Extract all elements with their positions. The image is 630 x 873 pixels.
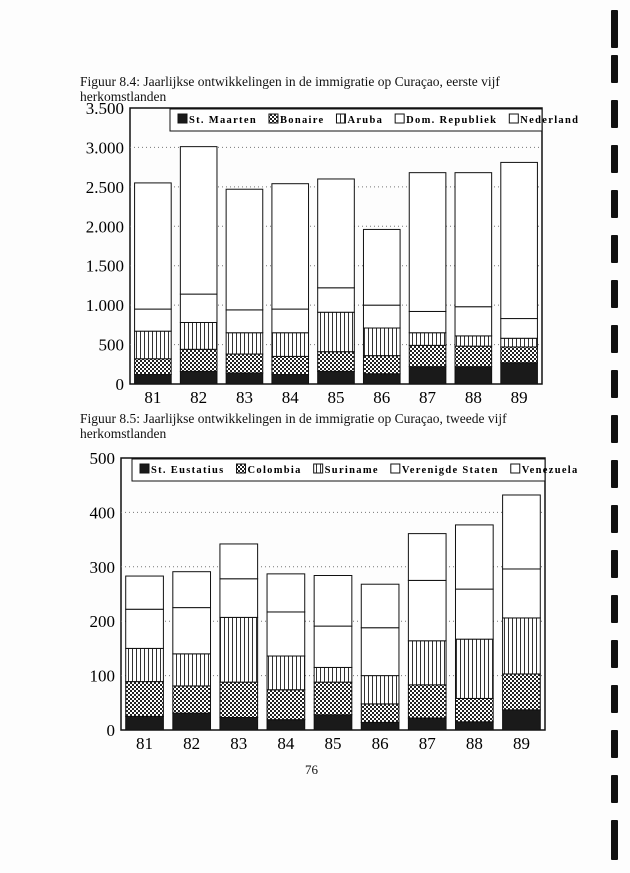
bar-segment-verenigde-staten <box>455 589 493 639</box>
bar-82 <box>173 572 211 730</box>
x-tick-label: 83 <box>230 734 248 753</box>
legend-swatch <box>178 114 187 123</box>
legend-label: Venezuela <box>521 465 579 476</box>
bar-segment-st-eustatius <box>361 722 399 730</box>
legend-swatch <box>336 114 345 123</box>
x-tick-label: 87 <box>419 388 437 407</box>
legend-swatch <box>391 464 400 473</box>
bar-89 <box>503 495 541 730</box>
y-tick-label: 300 <box>89 557 115 577</box>
bar-segment-venezuela <box>126 576 164 609</box>
legend-swatch <box>395 114 404 123</box>
legend-label: Nederland <box>520 115 580 126</box>
binding-mark <box>611 595 618 623</box>
bar-segment-verenigde-staten <box>314 626 352 667</box>
x-tick-label: 82 <box>183 734 201 753</box>
bar-segment-verenigde-staten <box>173 608 211 654</box>
bar-segment-suriname <box>455 639 493 698</box>
bar-segment-verenigde-staten <box>126 609 164 648</box>
bar-segment-verenigde-staten <box>361 628 399 676</box>
legend-label: Colombia <box>247 465 302 476</box>
bar-segment-dom-republiek <box>501 319 538 339</box>
x-tick-label: 84 <box>277 734 295 753</box>
bar-segment-st-maarten <box>135 375 172 384</box>
y-tick-label: 0 <box>115 375 124 394</box>
bar-87 <box>409 173 446 384</box>
bar-segment-st-maarten <box>363 374 400 384</box>
x-tick-label: 88 <box>465 734 483 753</box>
bar-segment-st-maarten <box>501 363 538 384</box>
bar-segment-venezuela <box>267 574 305 612</box>
bar-segment-nederland <box>180 147 217 294</box>
x-tick-label: 84 <box>281 388 299 407</box>
bar-segment-verenigde-staten <box>220 579 258 618</box>
bar-segment-verenigde-staten <box>503 569 541 618</box>
bar-segment-nederland <box>409 173 446 312</box>
bar-segment-st-eustatius <box>503 710 541 730</box>
bar-segment-nederland <box>272 184 309 309</box>
bar-segment-nederland <box>226 189 263 310</box>
legend-swatch <box>509 114 518 123</box>
bar-segment-venezuela <box>503 495 541 569</box>
bar-segment-aruba <box>272 333 309 357</box>
binding-mark <box>611 100 618 128</box>
bar-segment-nederland <box>455 173 492 307</box>
bar-84 <box>267 574 305 730</box>
bar-segment-colombia <box>408 685 446 718</box>
bar-segment-st-maarten <box>272 375 309 384</box>
bar-segment-nederland <box>135 183 172 309</box>
bar-segment-bonaire <box>180 349 217 371</box>
x-tick-label: 83 <box>235 388 253 407</box>
binding-mark <box>611 370 618 398</box>
bar-segment-colombia <box>220 682 258 717</box>
binding-mark <box>611 10 618 48</box>
legend-label: Aruba <box>347 115 384 126</box>
binding-mark <box>611 460 618 488</box>
bar-segment-suriname <box>408 641 446 685</box>
binding-mark <box>611 505 618 533</box>
bar-segment-verenigde-staten <box>408 580 446 640</box>
bar-segment-st-eustatius <box>267 720 305 730</box>
legend-label: Verenigde Staten <box>401 465 499 476</box>
bar-segment-st-maarten <box>409 367 446 384</box>
bar-segment-suriname <box>220 617 258 682</box>
binding-mark <box>611 235 618 263</box>
y-tick-label: 100 <box>89 666 115 686</box>
bar-segment-dom-republiek <box>272 309 309 333</box>
binding-mark <box>611 730 618 758</box>
bar-84 <box>272 184 309 384</box>
bar-88 <box>455 173 492 384</box>
x-tick-label: 85 <box>327 388 345 407</box>
bar-segment-aruba <box>180 322 217 349</box>
bar-85 <box>318 179 355 384</box>
bar-segment-aruba <box>363 328 400 356</box>
bar-88 <box>455 525 493 730</box>
y-tick-label: 1.000 <box>85 296 124 316</box>
bar-segment-aruba <box>226 333 263 354</box>
x-tick-label: 89 <box>510 388 528 407</box>
y-tick-label: 1.500 <box>85 256 124 276</box>
bar-segment-suriname <box>173 654 211 686</box>
x-tick-label: 87 <box>418 734 436 753</box>
x-tick-label: 81 <box>136 734 154 753</box>
bar-89 <box>501 162 538 384</box>
bar-segment-colombia <box>455 698 493 721</box>
bar-82 <box>180 147 217 384</box>
figure-8-4-caption: Figuur 8.4: Jaarlijkse ontwikkelingen in de immigratie op Curaçao, eerste vijf herkomstlanden <box>80 74 500 104</box>
x-tick-label: 88 <box>464 388 482 407</box>
binding-mark <box>611 775 618 803</box>
bar-87 <box>408 534 446 730</box>
bar-segment-bonaire <box>409 345 446 366</box>
bar-segment-colombia <box>173 686 211 713</box>
bar-segment-st-eustatius <box>455 722 493 730</box>
y-tick-label: 500 <box>98 335 124 355</box>
bar-81 <box>135 183 172 384</box>
binding-mark <box>611 685 618 713</box>
legend-label: St. Maarten <box>189 115 257 126</box>
bar-segment-aruba <box>409 333 446 346</box>
bar-83 <box>226 189 263 384</box>
legend-swatch <box>269 114 278 123</box>
binding-mark <box>611 145 618 173</box>
y-tick-label: 400 <box>89 503 115 523</box>
bar-segment-bonaire <box>318 352 355 372</box>
binding-mark <box>611 325 618 353</box>
bar-segment-st-eustatius <box>408 718 446 730</box>
legend-label: Dom. Republiek <box>406 115 498 126</box>
bar-segment-bonaire <box>363 356 400 374</box>
bar-segment-dom-republiek <box>455 307 492 336</box>
bar-segment-st-eustatius <box>220 717 258 730</box>
bar-segment-dom-republiek <box>180 294 217 322</box>
y-tick-label: 3.500 <box>85 99 124 118</box>
bar-segment-colombia <box>503 674 541 710</box>
bar-86 <box>363 229 400 384</box>
legend-swatch <box>140 464 149 473</box>
legend <box>132 459 579 481</box>
bar-83 <box>220 544 258 730</box>
bar-segment-aruba <box>501 338 538 347</box>
bar-segment-st-eustatius <box>126 716 164 730</box>
bar-85 <box>314 576 352 730</box>
bar-segment-st-maarten <box>180 371 217 384</box>
y-tick-label: 2.000 <box>85 217 124 237</box>
bar-segment-colombia <box>361 704 399 722</box>
bar-segment-venezuela <box>173 572 211 608</box>
chart-figure-8-4 <box>0 0 630 420</box>
bar-segment-st-maarten <box>226 373 263 384</box>
binding-mark <box>611 190 618 218</box>
legend <box>170 109 579 131</box>
legend-swatch <box>511 464 520 473</box>
bar-segment-nederland <box>318 179 355 288</box>
bar-segment-dom-republiek <box>318 288 355 312</box>
bar-segment-st-eustatius <box>173 713 211 730</box>
bar-segment-st-maarten <box>318 371 355 384</box>
x-tick-label: 86 <box>373 388 391 407</box>
y-tick-label: 500 <box>89 449 115 468</box>
x-tick-label: 85 <box>324 734 342 753</box>
x-tick-label: 82 <box>190 388 208 407</box>
bar-segment-colombia <box>126 682 164 717</box>
binding-mark <box>611 55 618 83</box>
binding-mark <box>611 280 618 308</box>
bar-segment-aruba <box>455 336 492 346</box>
y-tick-label: 200 <box>89 612 115 632</box>
bar-segment-venezuela <box>455 525 493 589</box>
bar-segment-bonaire <box>135 359 172 375</box>
legend-label: Bonaire <box>279 115 325 126</box>
page-number: 76 <box>305 762 318 777</box>
bar-segment-aruba <box>135 331 172 359</box>
binding-mark <box>611 415 618 443</box>
bar-segment-suriname <box>314 667 352 682</box>
bar-segment-bonaire <box>226 354 263 373</box>
bar-segment-st-maarten <box>455 367 492 384</box>
y-tick-label: 0 <box>106 721 115 740</box>
bar-segment-bonaire <box>455 346 492 367</box>
bar-segment-bonaire <box>501 347 538 363</box>
bar-segment-st-eustatius <box>314 715 352 730</box>
x-tick-label: 86 <box>371 734 389 753</box>
bar-segment-suriname <box>503 618 541 674</box>
bar-segment-dom-republiek <box>409 311 446 332</box>
binding-mark <box>611 640 618 668</box>
y-tick-label: 2.500 <box>85 177 124 197</box>
legend-label: St. Eustatius <box>151 465 225 476</box>
bar-segment-suriname <box>126 648 164 681</box>
bar-segment-bonaire <box>272 356 309 374</box>
x-tick-label: 81 <box>144 388 162 407</box>
figure-8-5-caption: Figuur 8.5: Jaarlijkse ontwikkelingen in de immigratie op Curaçao, tweede vijf herkomstlanden <box>80 411 507 441</box>
bar-segment-nederland <box>501 162 538 318</box>
bar-segment-dom-republiek <box>363 305 400 328</box>
binding-mark <box>611 550 618 578</box>
bar-81 <box>126 576 164 730</box>
bar-segment-colombia <box>314 682 352 715</box>
bar-segment-venezuela <box>220 544 258 579</box>
bar-segment-venezuela <box>314 576 352 627</box>
legend-swatch <box>237 464 246 473</box>
binding-mark <box>611 820 618 860</box>
bar-segment-aruba <box>318 312 355 351</box>
bar-segment-verenigde-staten <box>267 612 305 656</box>
bar-segment-dom-republiek <box>135 309 172 331</box>
y-tick-label: 3.000 <box>85 138 124 158</box>
bar-segment-colombia <box>267 690 305 720</box>
bar-86 <box>361 584 399 730</box>
bar-segment-suriname <box>361 676 399 704</box>
x-tick-label: 89 <box>512 734 530 753</box>
legend-swatch <box>314 464 323 473</box>
bar-segment-nederland <box>363 229 400 305</box>
bar-segment-venezuela <box>361 584 399 628</box>
bar-segment-dom-republiek <box>226 310 263 333</box>
bar-segment-venezuela <box>408 534 446 581</box>
legend-label: Suriname <box>324 465 379 476</box>
bar-segment-suriname <box>267 656 305 690</box>
